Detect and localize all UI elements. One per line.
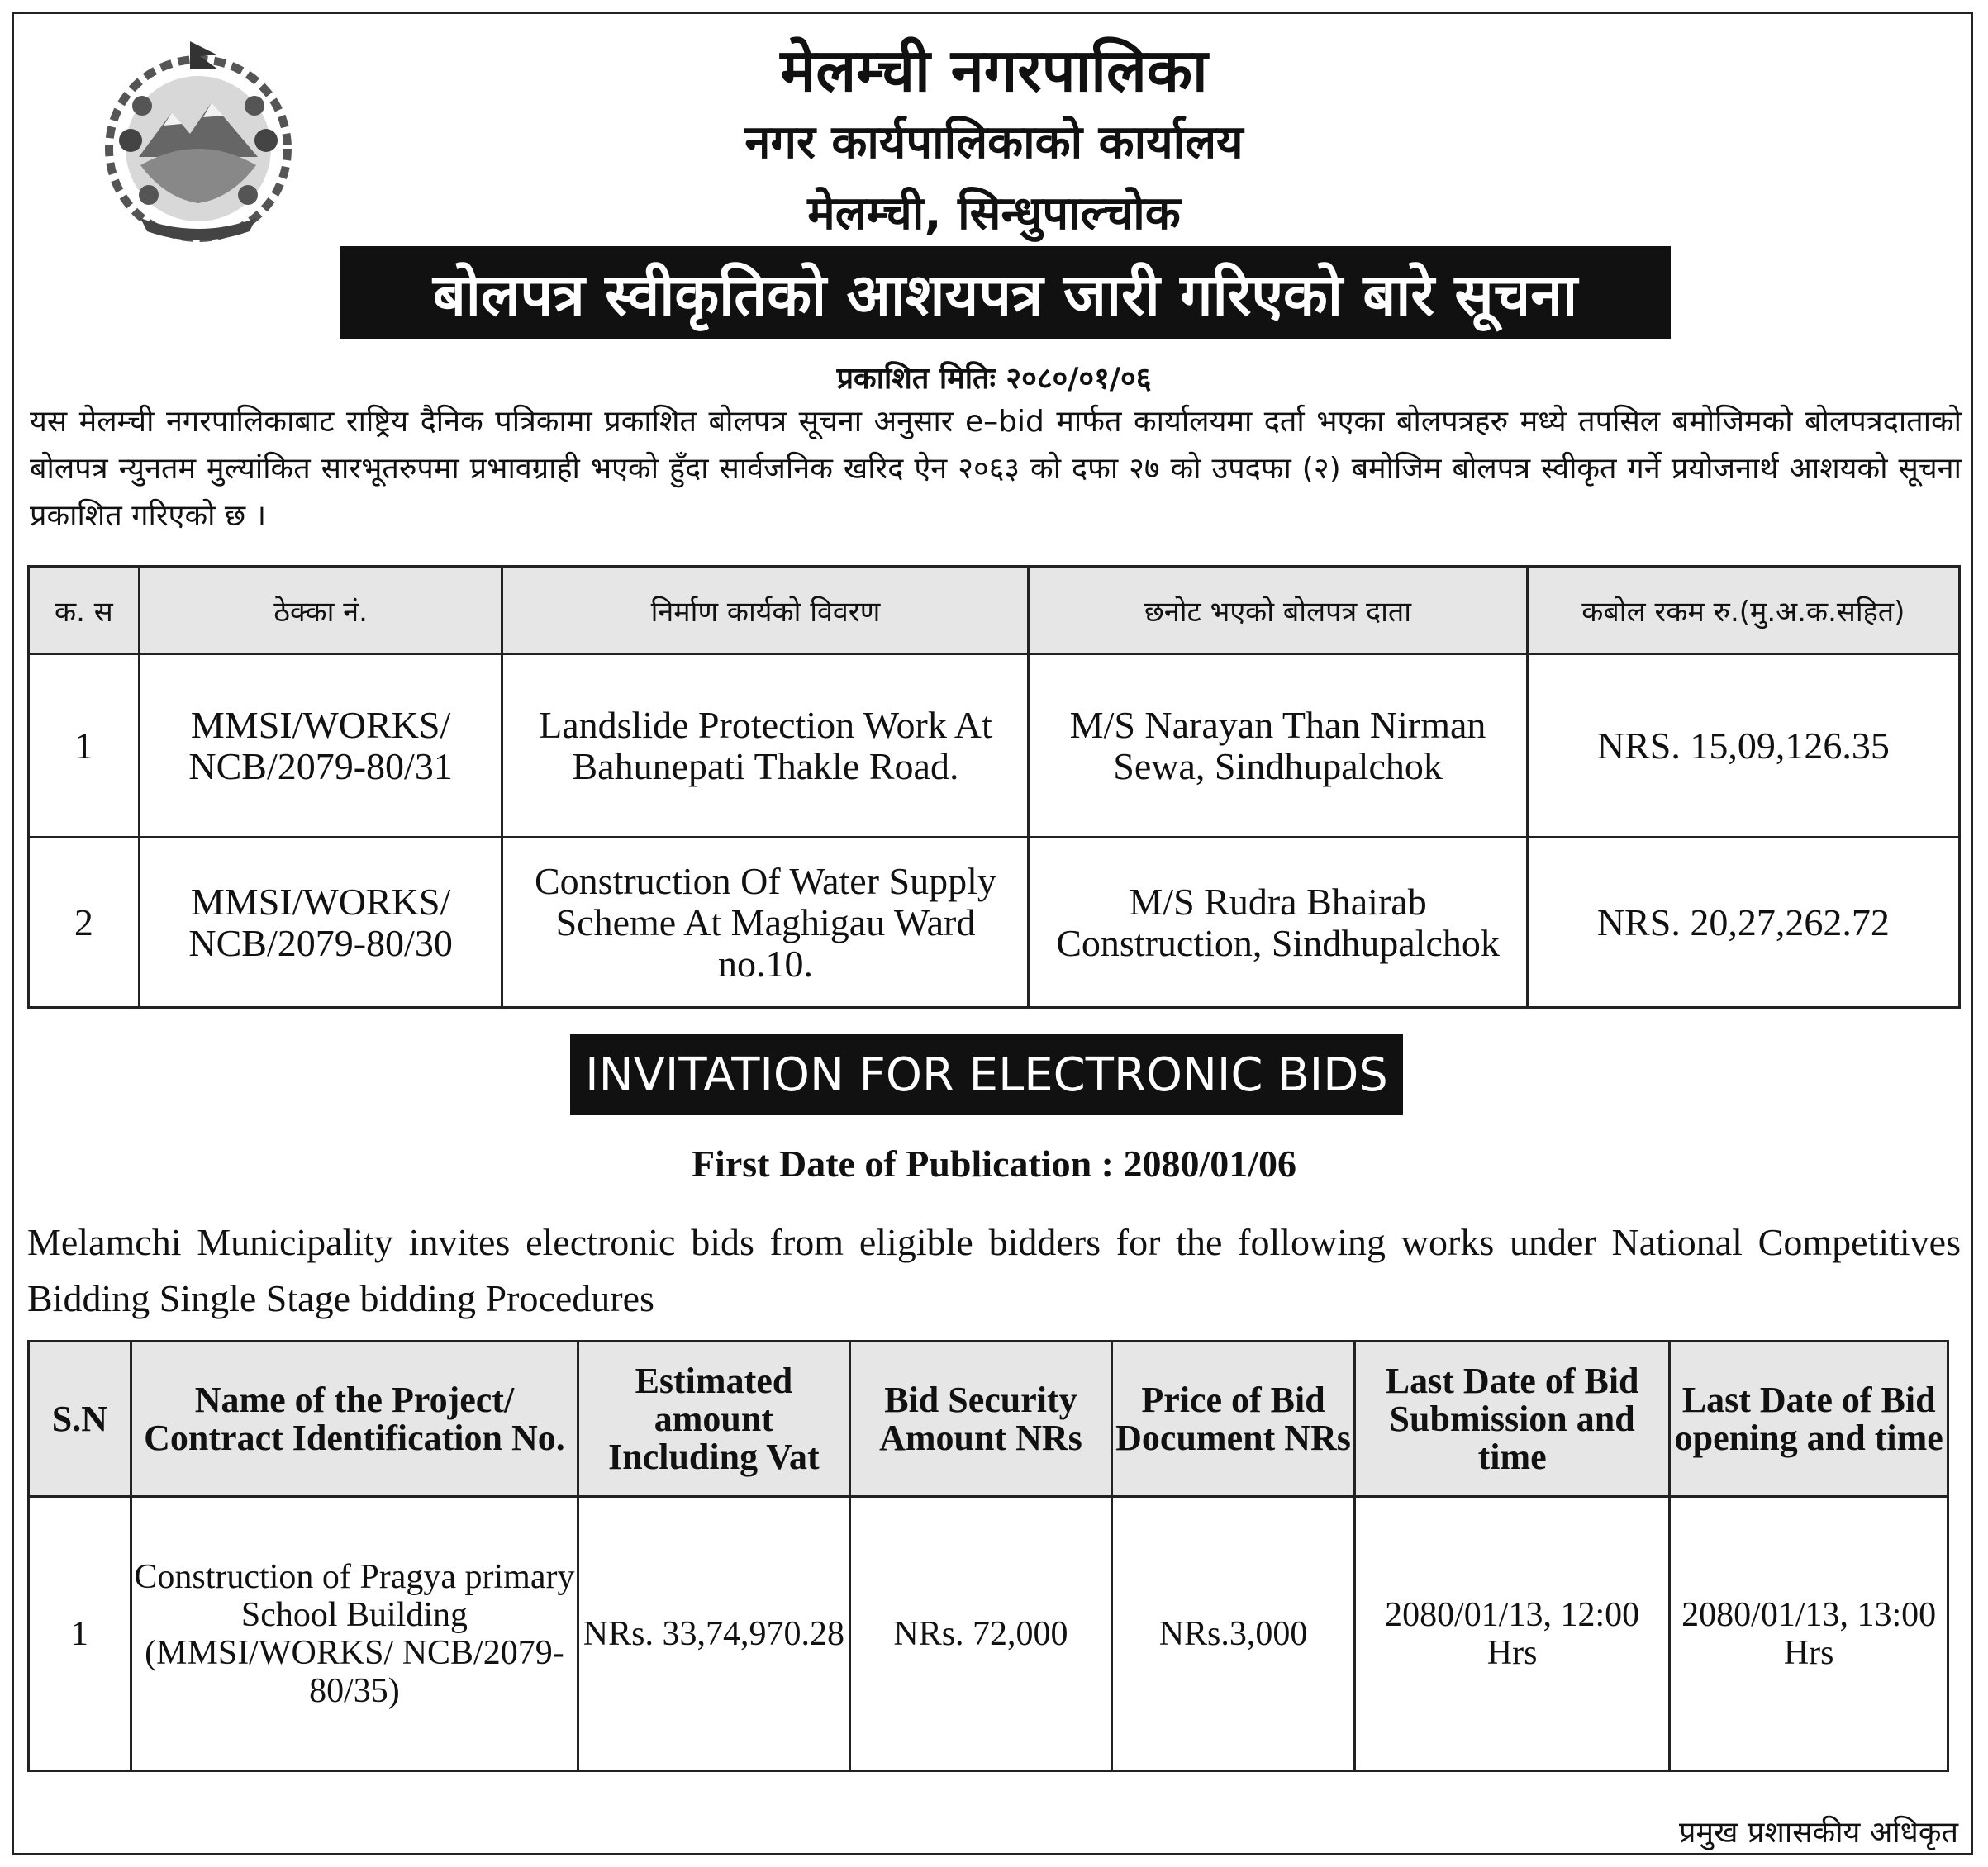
work-description: Construction Of Water Supply Scheme At Maghigau Ward no.10. [502, 838, 1029, 1008]
submission-deadline: 2080/01/13, 12:00 Hrs [1354, 1497, 1669, 1771]
invitation-title-banner: INVITATION FOR ELECTRONIC BIDS [570, 1034, 1403, 1115]
serial-number: 1 [29, 654, 140, 838]
invitation-intro: Melamchi Municipality invites electronic bids from eligible bidders for the following works under National Competitives Bidding Single Stage bidding Procedures [27, 1221, 1961, 1319]
column-header: Last Date of Bid opening and time [1670, 1342, 1948, 1497]
bid-security: NRs. 72,000 [849, 1497, 1111, 1771]
column-header: क. स [29, 567, 140, 654]
estimated-amount: NRs. 33,74,970.28 [578, 1497, 850, 1771]
serial-number: 2 [29, 838, 140, 1008]
bid-amount: NRS. 15,09,126.35 [1527, 654, 1959, 838]
contract-number: MMSI/WORKS/ NCB/2079-80/31 [139, 654, 502, 838]
column-header: S.N [29, 1342, 131, 1497]
table-header-row [29, 567, 1960, 654]
column-header: Price of Bid Document NRs [1112, 1342, 1355, 1497]
bids-table [27, 1340, 1949, 1772]
signoff: प्रमुख प्रशासकीय अधिकृत [1679, 1816, 1958, 1850]
table-header-row [29, 1342, 1948, 1497]
municipality-name: मेलम्ची नगरपालिका [780, 36, 1208, 105]
serial-number: 1 [29, 1497, 131, 1771]
opening-date: 2080/01/13, 13:00 Hrs [1670, 1497, 1948, 1771]
intent-table [27, 565, 1961, 1009]
table-row [29, 1497, 1948, 1771]
document-price: NRs.3,000 [1112, 1497, 1355, 1771]
project-name: Construction of Pragya primary School Building (MMSI/WORKS/ NCB/2079-80/35) [131, 1497, 578, 1771]
contract-number: MMSI/WORKS/ NCB/2079-80/30 [139, 838, 502, 1008]
bid-amount: NRS. 20,27,262.72 [1527, 838, 1959, 1008]
intro-paragraph-np: यस मेलम्ची नगरपालिकाबाट राष्ट्रिय दैनिक पत्रिकामा प्रकाशित बोलपत्र सूचना अनुसार e–bid मार्फत कार्यालयमा दर्ता भएका बोलपत्रहरु मध्ये तपसिल बमोजिमको बोलपत्रदाताको बोलपत्र न्युनतम मुल्यांकित सारभूतरुपमा प्रभावग्राही भएको हुँदा सार्वजनिक खरिद ऐन २०६३ को दफा २७ को उपदफा (२) बमोजिम बोलपत्र स्वीकृत गर्ने प्रयोजनार्थ आशयको सूचना प्रकाशित गरिएको छ । [30, 405, 1962, 533]
column-header: Bid Security Amount NRs [849, 1342, 1111, 1497]
office-name: नगर कार्यपालिकाको कार्यालय [744, 116, 1244, 169]
office-address: मेलम्ची, सिन्धुपाल्चोक [807, 187, 1181, 240]
selected-bidder: M/S Narayan Than Nirman Sewa, Sindhupalchok [1029, 654, 1527, 838]
table-row [29, 654, 1960, 838]
column-header: Estimated amount Including Vat [578, 1342, 850, 1497]
notice-title-banner: बोलपत्र स्वीकृतिको आशयपत्र जारी गरिएको बारे सूचना [340, 246, 1671, 339]
column-header: छनोट भएको बोलपत्र दाता [1029, 567, 1527, 654]
column-header: कबोल रकम रु.(मु.अ.क.सहित) [1527, 567, 1959, 654]
column-header: Name of the Project/ Contract Identification No. [131, 1342, 578, 1497]
column-header: निर्माण कार्यको विवरण [502, 567, 1029, 654]
first-publication-date: First Date of Publication : 2080/01/06 [691, 1143, 1297, 1185]
selected-bidder: M/S Rudra Bhairab Construction, Sindhupalchok [1029, 838, 1527, 1008]
column-header: ठेक्का नं. [139, 567, 502, 654]
table-row [29, 838, 1960, 1008]
column-header: Last Date of Bid Submission and time [1354, 1342, 1669, 1497]
published-date-np: प्रकाशित मितिः २०८०/०१/०६ [836, 362, 1152, 396]
work-description: Landslide Protection Work At Bahunepati Thakle Road. [502, 654, 1029, 838]
